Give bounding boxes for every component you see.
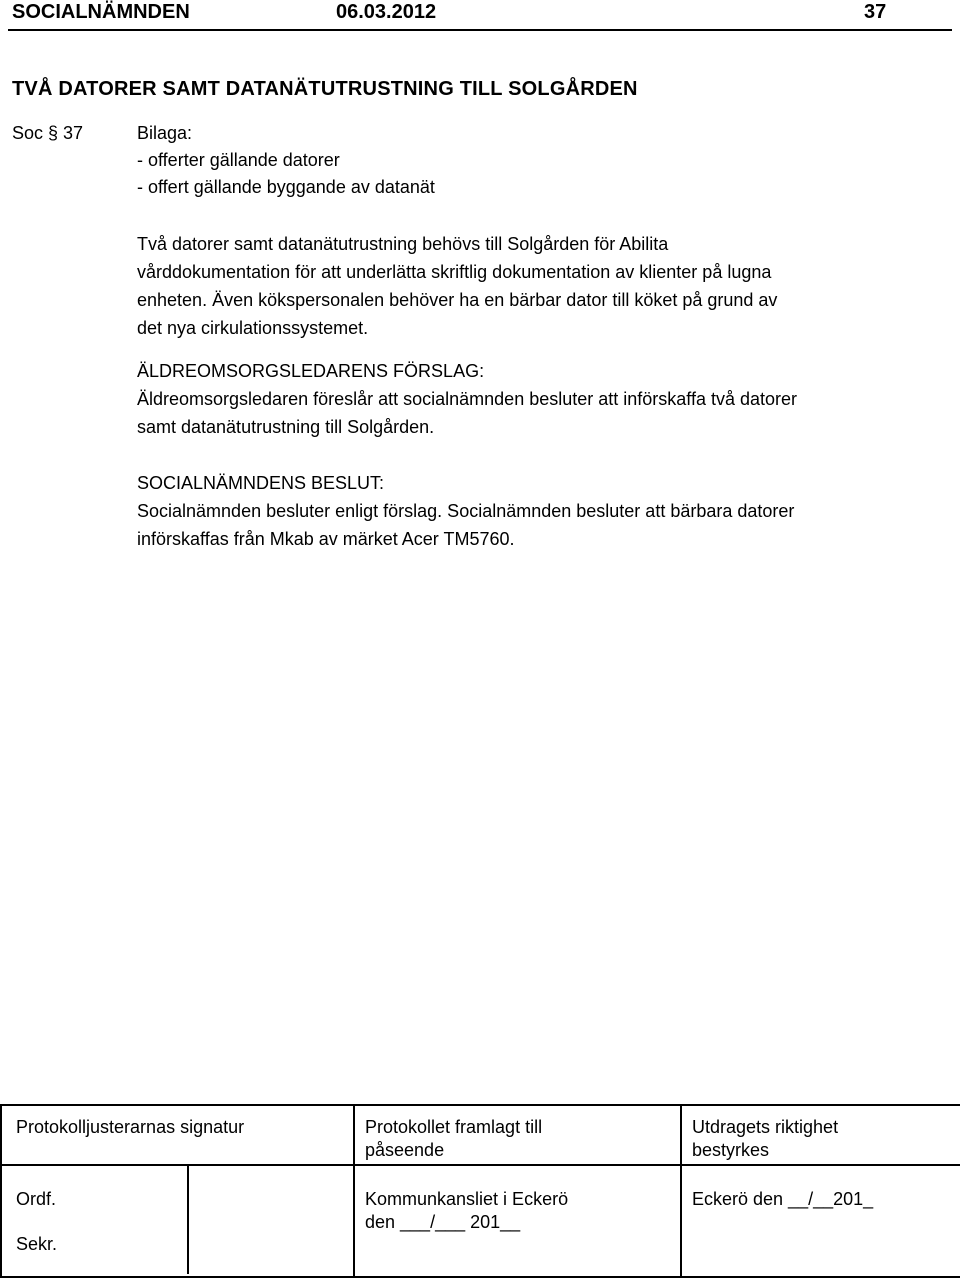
decision-heading: SOCIALNÄMNDENS BESLUT: bbox=[137, 473, 385, 493]
page-title: TVÅ DATORER SAMT DATANÄTUTRUSTNING TILL SOLGÅRDEN bbox=[12, 78, 638, 100]
paragraph-line: införskaffas från Mkab av märket Acer TM5760. bbox=[137, 529, 515, 549]
paragraph-line: enheten. Även kökspersonalen behöver ha en bärbar dator till köket på grund av bbox=[137, 290, 778, 310]
attachment-item: - offert gällande byggande av datanät bbox=[137, 177, 435, 197]
intro-paragraph bbox=[137, 230, 777, 342]
proposal-section bbox=[137, 357, 797, 441]
paragraph-line: samt datanätutrustning till Solgården. bbox=[137, 417, 435, 437]
signature-space bbox=[189, 1166, 353, 1276]
sekr-label: Sekr. bbox=[16, 1234, 58, 1254]
notice-location: Kommunkansliet i Eckerö bbox=[365, 1189, 569, 1209]
signature-body-cell bbox=[1, 1165, 354, 1277]
notice-col-header: Protokollet framlagt till bbox=[365, 1117, 543, 1137]
paragraph-line: Socialnämnden besluter enligt förslag. Socialnämnden besluter att bärbara datorer bbox=[137, 501, 795, 521]
notice-header-cell bbox=[354, 1105, 681, 1165]
proposal-heading: ÄLDREOMSORGSLEDARENS FÖRSLAG: bbox=[137, 361, 485, 381]
certification-body-cell bbox=[681, 1165, 960, 1277]
header-org: SOCIALNÄMNDEN bbox=[12, 1, 190, 23]
attachments-label: Bilaga: bbox=[137, 123, 193, 143]
certification-date: Eckerö den __/__201_ bbox=[692, 1189, 874, 1209]
paragraph-line: Äldreomsorgsledaren föreslår att socialnämnden besluter att införskaffa två datorer bbox=[137, 389, 798, 409]
decision-section bbox=[137, 469, 794, 553]
notice-body-cell bbox=[354, 1165, 681, 1277]
signature-col-header: Protokolljusterarnas signatur bbox=[16, 1117, 245, 1137]
paragraph-line: Två datorer samt datanätutrustning behövs till Solgården för Abilita bbox=[137, 234, 669, 254]
signature-table bbox=[0, 1104, 960, 1278]
certification-col-header: Utdragets riktighet bbox=[692, 1117, 839, 1137]
ordf-label: Ordf. bbox=[16, 1189, 57, 1209]
notice-col-header: påseende bbox=[365, 1140, 445, 1160]
certification-header-cell bbox=[681, 1105, 960, 1165]
signature-header-cell bbox=[1, 1105, 354, 1165]
notice-date: den ___/___ 201__ bbox=[365, 1212, 521, 1232]
paragraph-line: det nya cirkulationssystemet. bbox=[137, 318, 369, 338]
header-rule bbox=[8, 29, 952, 31]
certification-col-header: bestyrkes bbox=[692, 1140, 770, 1160]
paragraph-line: vårddokumentation för att underlätta skriftlig dokumentation av klienter på lugna bbox=[137, 262, 772, 282]
header-page-number: 37 bbox=[864, 1, 887, 23]
header-date: 06.03.2012 bbox=[336, 1, 437, 23]
attachment-item: - offerter gällande datorer bbox=[137, 150, 340, 170]
section-ref: Soc § 37 bbox=[12, 123, 84, 143]
